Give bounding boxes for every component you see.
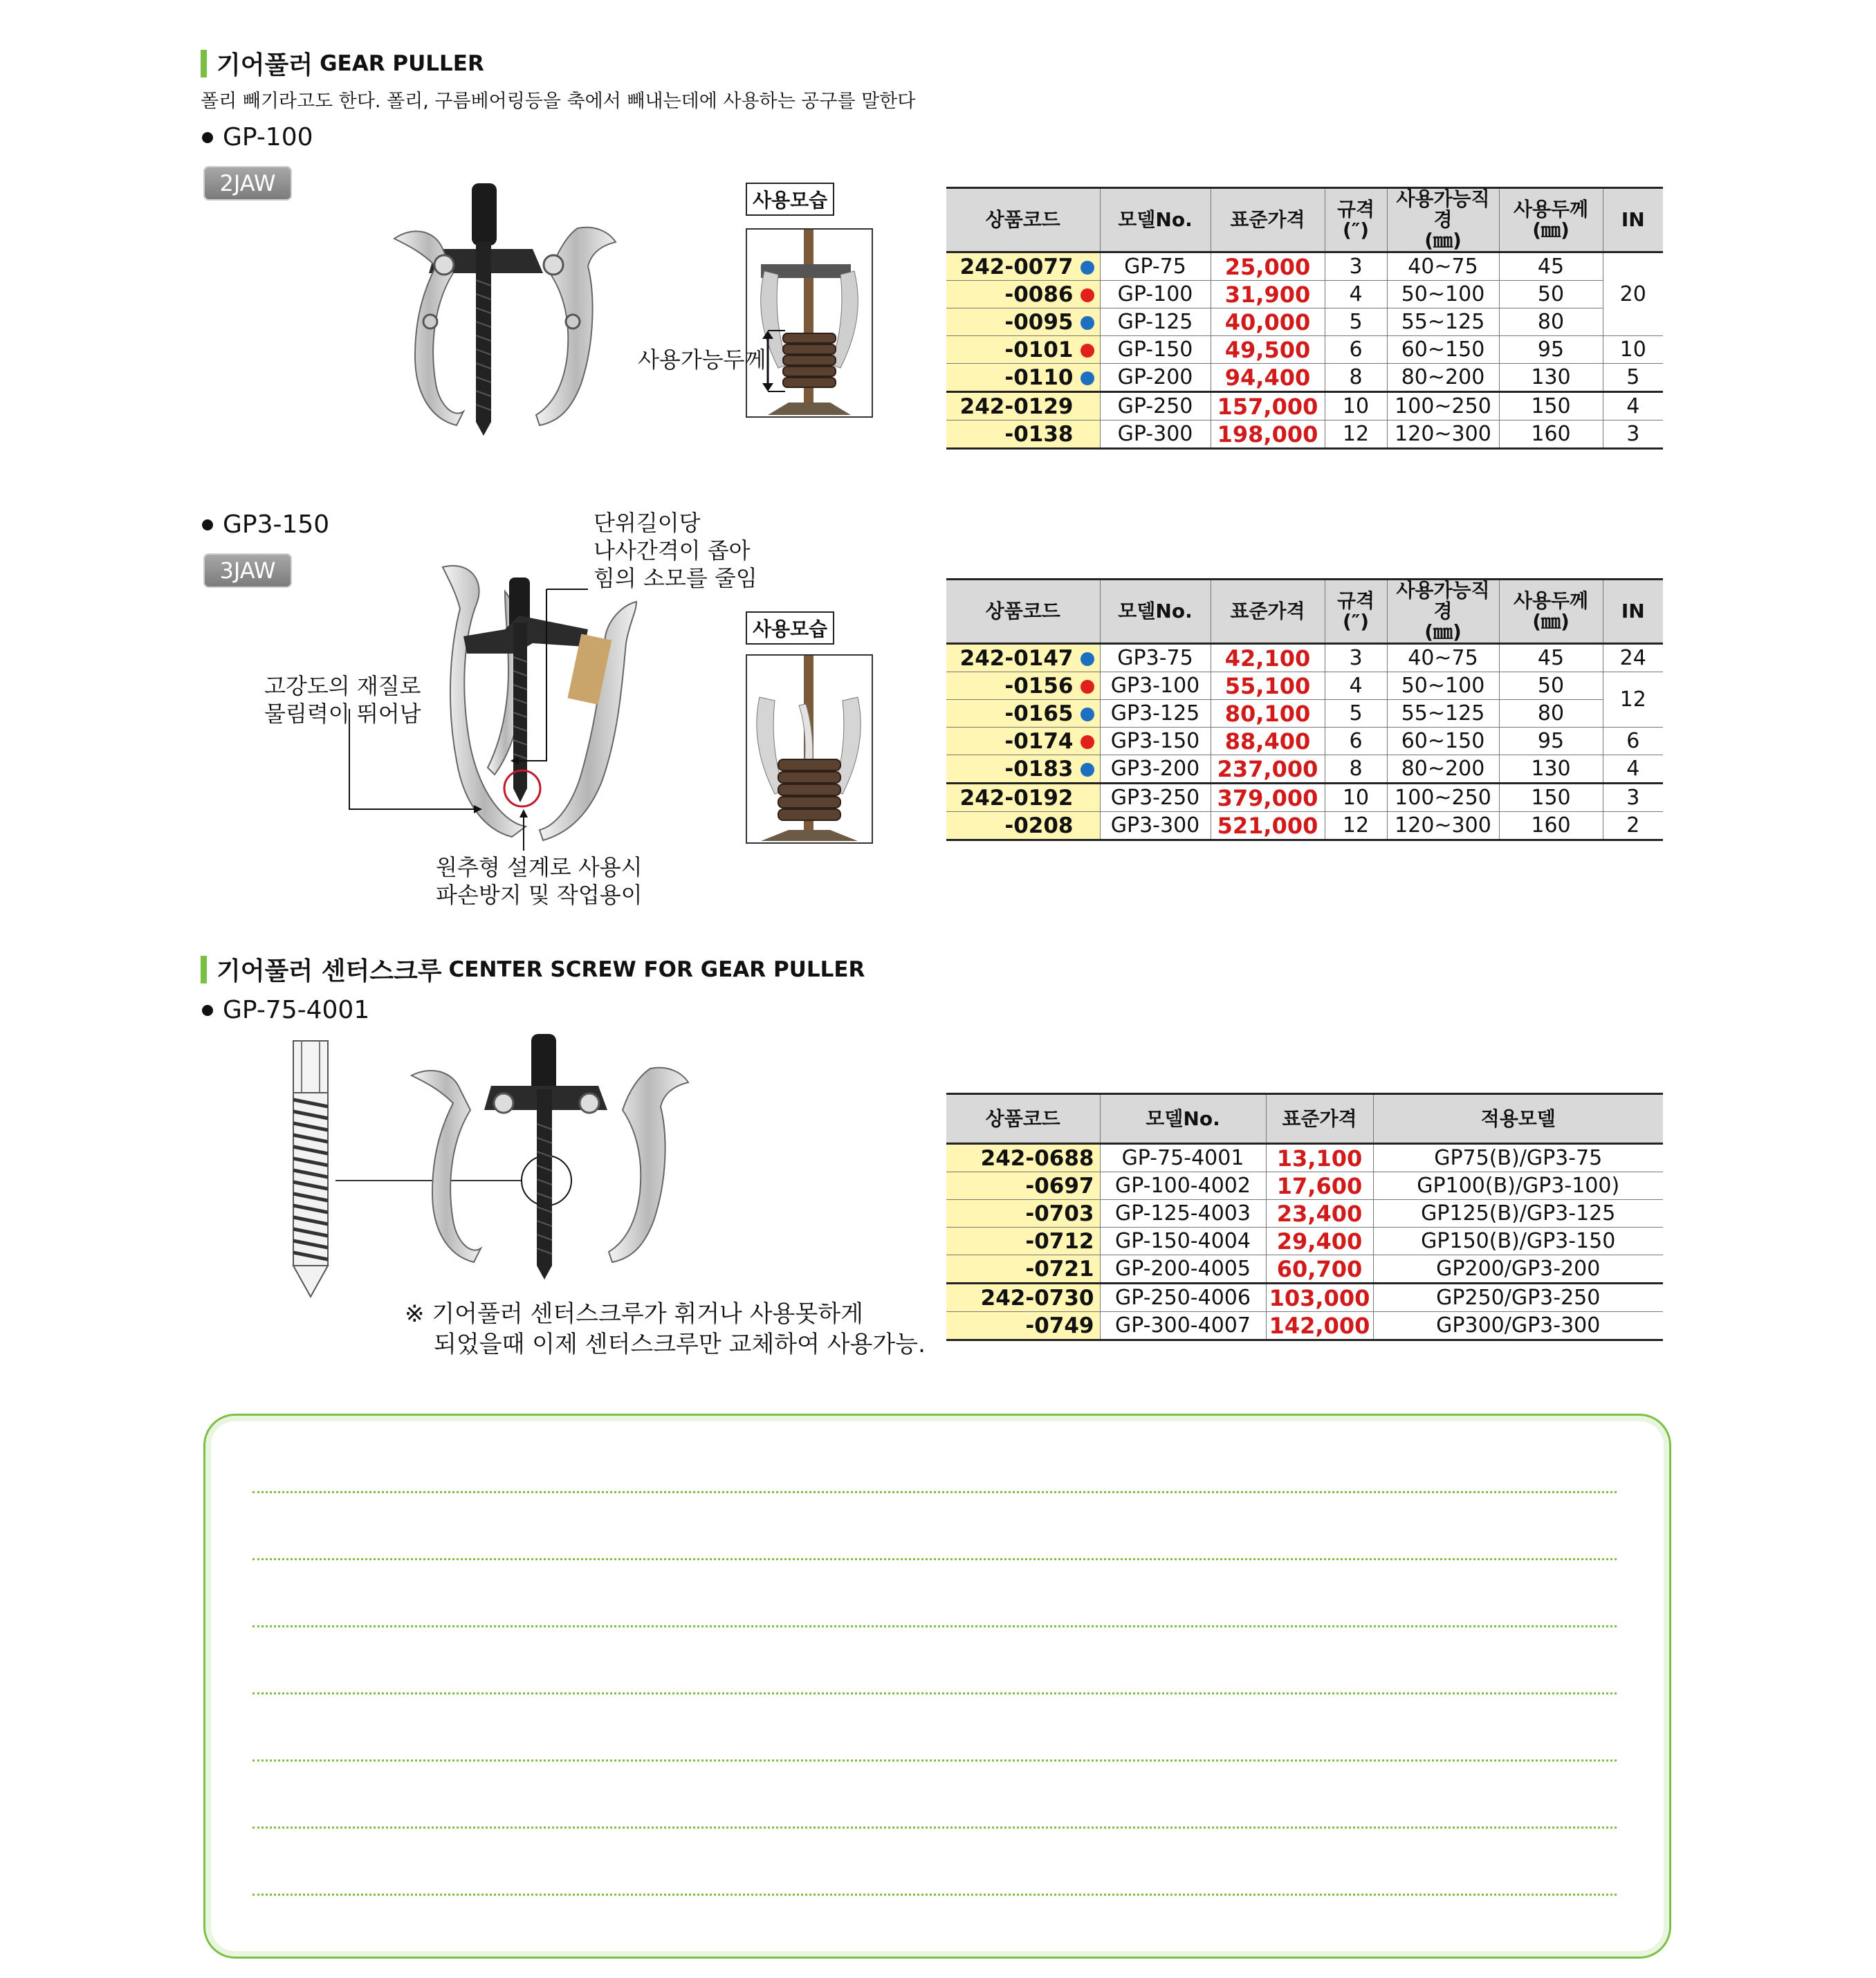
diameter-cell: 60~150 [1387,336,1499,364]
thickness-cell: 150 [1499,392,1603,420]
size-cell: 6 [1325,336,1387,364]
product-code: -0138 [1004,421,1074,447]
code-cell [946,252,1100,281]
blue-dot-icon [1080,652,1094,666]
product-code: 242-0192 [959,785,1074,811]
col-header-price: 표준가격 [1266,1094,1373,1144]
diameter-cell: 80~200 [1387,755,1499,784]
thickness-cell: 150 [1499,784,1603,812]
applies-cell: GP200/GP3-200 [1373,1255,1663,1284]
table-row [946,336,1663,364]
spec-table-gp100 [946,187,1663,450]
table-row [946,1284,1663,1312]
code-cell: -0749 [946,1312,1100,1340]
price-cell: 55,100 [1211,672,1325,700]
code-cell: -0721 [946,1255,1100,1284]
thickness-cell: 95 [1499,728,1603,755]
col-header-code: 상품코드 [946,188,1100,252]
applies-cell: GP250/GP3-250 [1373,1284,1663,1312]
in-cell: 24 [1603,644,1663,672]
col-header-in: IN [1603,188,1663,252]
table-row [946,1228,1663,1255]
price-cell: 198,000 [1211,420,1325,449]
model-cell: GP3-150 [1100,728,1211,755]
product-code: -0174 [1004,728,1074,754]
thickness-cell: 160 [1499,812,1603,840]
col-header-size: 규격 (″) [1325,580,1387,644]
thickness-cell: 95 [1499,336,1603,364]
model-cell: GP3-125 [1100,700,1211,728]
in-cell: 10 [1603,336,1663,364]
spec-table-gp3 [946,578,1663,841]
in-cell: 4 [1603,755,1663,784]
thickness-cell: 80 [1499,700,1603,728]
diameter-cell: 120~300 [1387,812,1499,840]
code-cell [946,420,1100,449]
model-cell: GP-100-4002 [1100,1172,1266,1200]
table-row [946,755,1663,784]
center-screw-image [284,1034,699,1311]
center-screw-note [405,1299,926,1360]
diameter-cell: 50~100 [1387,281,1499,308]
annotation-line: 힘의 소모를 줄임 [594,565,757,591]
product-code: -0165 [1004,701,1074,726]
section-description: 폴리 빼기라고도 한다. 폴리, 구름베어링등을 축에서 빼내는데에 사용하는 공구를 말한다 [201,91,916,112]
code-cell: 242-0730 [946,1284,1100,1312]
col-header-model: 모델No. [1100,188,1211,252]
code-cell [946,644,1100,672]
diameter-cell: 120~300 [1387,420,1499,449]
annotation-line: 물림력이 뛰어남 [264,701,421,727]
note-line: ※ 기어풀러 센터스크루가 휘거나 사용못하게 [405,1300,863,1328]
code-cell: 242-0688 [946,1144,1100,1172]
memo-line [252,1491,1617,1493]
size-cell: 4 [1325,672,1387,700]
model-cell: GP3-200 [1100,755,1211,784]
jaw-badge-3jaw: 3JAW [203,553,292,588]
code-cell [946,700,1100,728]
price-cell: 29,400 [1266,1228,1373,1255]
applies-cell: GP300/GP3-300 [1373,1312,1663,1340]
diameter-cell: 55~125 [1387,308,1499,336]
diameter-cell: 100~250 [1387,392,1499,420]
model-cell: GP-125-4003 [1100,1200,1266,1228]
size-cell: 6 [1325,728,1387,755]
model-cell: GP-150-4004 [1100,1228,1266,1255]
usage-photo-2jaw [746,228,873,418]
model-cell: GP-300-4007 [1100,1312,1266,1340]
code-cell [946,364,1100,392]
diameter-cell: 80~200 [1387,364,1499,392]
product-code: -0110 [1004,364,1074,390]
price-cell: 521,000 [1211,812,1325,840]
usage-illustration-2jaw [747,230,872,416]
section-title-gear-puller [201,46,484,81]
code-cell [946,755,1100,784]
table-header-row [946,580,1663,644]
usage-photo-3jaw [746,654,873,844]
code-cell [946,812,1100,840]
col-header-price: 표준가격 [1211,188,1325,252]
code-cell [946,281,1100,308]
table-row [946,364,1663,392]
model-heading-gp100 [202,123,313,151]
red-dot-icon [1080,288,1094,302]
code-cell: -0712 [946,1228,1100,1255]
model-heading-gp3-150 [202,510,329,539]
price-cell: 103,000 [1266,1284,1373,1312]
size-cell: 8 [1325,755,1387,784]
bullet-icon [202,519,213,530]
red-dot-icon [1080,735,1094,749]
model-cell: GP3-250 [1100,784,1211,812]
model-cell: GP-200 [1100,364,1211,392]
thickness-cell: 160 [1499,420,1603,449]
price-cell: 31,900 [1211,281,1325,308]
blue-dot-icon [1080,371,1094,385]
model-cell: GP-75 [1100,252,1211,281]
size-cell: 4 [1325,281,1387,308]
annotation-usable-thickness: 사용가능두께 [638,346,766,373]
price-cell: 142,000 [1266,1312,1373,1340]
model-cell: GP-125 [1100,308,1211,336]
model-cell: GP-100 [1100,281,1211,308]
col-header-model: 모델No. [1100,580,1211,644]
table-row [946,784,1663,812]
table-row [946,728,1663,755]
memo-line [252,1759,1617,1762]
code-cell [946,784,1100,812]
table-row [946,420,1663,449]
col-header-model: 모델No. [1100,1094,1266,1144]
model-cell: GP-300 [1100,420,1211,449]
col-header-size: 규격 (″) [1325,188,1387,252]
model-cell: GP3-100 [1100,672,1211,700]
annotation-line: 단위길이당 [594,510,701,536]
red-dot-icon [1080,344,1094,358]
diameter-cell: 40~75 [1387,644,1499,672]
size-cell: 10 [1325,784,1387,812]
section-title-ko: 기어풀러 센터스크루 [217,957,442,986]
table-row [946,1172,1663,1200]
in-cell: 5 [1603,364,1663,392]
usage-label-2jaw: 사용모습 [746,183,834,216]
model-cell: GP-250 [1100,392,1211,420]
col-header-price: 표준가격 [1211,580,1325,644]
size-cell: 5 [1325,308,1387,336]
in-cell: 3 [1603,420,1663,449]
jaw-badge-2jaw: 2JAW [203,166,292,201]
table-header-row [946,188,1663,252]
gear-puller-2jaw-image [387,183,643,439]
blue-dot-icon [1080,316,1094,330]
memo-line [252,1894,1617,1896]
table-row [946,281,1663,308]
diameter-cell: 50~100 [1387,672,1499,700]
code-cell: -0697 [946,1172,1100,1200]
annotation-line: 파손방지 및 작업용이 [436,882,643,908]
table-row [946,1312,1663,1340]
table-row [946,644,1663,672]
model-heading-gp-75-4001 [202,996,369,1024]
model-name: GP3-150 [223,510,330,539]
product-code: 242-0129 [959,394,1074,419]
table-row [946,672,1663,700]
price-cell: 94,400 [1211,364,1325,392]
code-cell [946,672,1100,700]
thickness-cell: 80 [1499,308,1603,336]
table-row [946,392,1663,420]
table-row [946,308,1663,336]
table-header-row [946,1094,1663,1144]
table-row [946,700,1663,728]
product-code: -0156 [1004,673,1074,699]
memo-line [252,1692,1617,1694]
usage-label-3jaw: 사용모습 [746,611,834,645]
spacer [1080,428,1094,442]
annotation-cone-design [436,853,643,909]
size-cell: 5 [1325,700,1387,728]
price-cell: 60,700 [1266,1255,1373,1284]
code-cell [946,728,1100,755]
spacer [1080,820,1094,833]
col-header-thickness: 사용두께 (㎜) [1499,580,1603,644]
table-row [946,252,1663,281]
section-title-center-screw [201,952,865,987]
table-row [946,1200,1663,1228]
col-header-diameter: 사용가능직경 (㎜) [1387,580,1499,644]
price-cell: 379,000 [1211,784,1325,812]
model-cell: GP3-75 [1100,644,1211,672]
product-code: -0101 [1004,337,1074,362]
usage-illustration-3jaw [747,656,872,842]
in-cell: 4 [1603,392,1663,420]
price-cell: 13,100 [1266,1144,1373,1172]
in-cell: 2 [1603,812,1663,840]
size-cell: 12 [1325,812,1387,840]
diameter-cell: 40~75 [1387,252,1499,281]
applies-cell: GP75(B)/GP3-75 [1373,1144,1663,1172]
price-cell: 157,000 [1211,392,1325,420]
model-name: GP-75-4001 [223,996,370,1024]
thickness-cell: 130 [1499,364,1603,392]
gear-puller-3jaw-image [346,553,733,858]
memo-line [252,1558,1617,1560]
bullet-icon [202,1005,213,1016]
applies-cell: GP100(B)/GP3-100) [1373,1172,1663,1200]
diameter-cell: 55~125 [1387,700,1499,728]
section-title-en: GEAR PULLER [320,50,484,76]
thickness-cell: 130 [1499,755,1603,784]
bullet-icon [202,132,213,143]
in-cell: 6 [1603,728,1663,755]
diameter-cell: 100~250 [1387,784,1499,812]
diameter-cell: 60~150 [1387,728,1499,755]
memo-line [252,1827,1617,1829]
model-cell: GP-200-4005 [1100,1255,1266,1284]
applies-cell: GP150(B)/GP3-150 [1373,1228,1663,1255]
blue-dot-icon [1080,261,1094,275]
applies-cell: GP125(B)/GP3-125 [1373,1200,1663,1228]
col-header-code: 상품코드 [946,580,1100,644]
size-cell: 12 [1325,420,1387,449]
code-cell: -0703 [946,1200,1100,1228]
spec-table-center-screw [946,1093,1663,1341]
table-row [946,1144,1663,1172]
price-cell: 23,400 [1266,1200,1373,1228]
price-cell: 17,600 [1266,1172,1373,1200]
price-cell: 49,500 [1211,336,1325,364]
annotation-line: 고강도의 재질로 [264,673,421,699]
spacer [1080,400,1094,414]
in-cell: 3 [1603,784,1663,812]
size-cell: 3 [1325,252,1387,281]
col-header-code: 상품코드 [946,1094,1100,1144]
price-cell: 80,100 [1211,700,1325,728]
section-accent-bar [201,50,207,77]
model-cell: GP-150 [1100,336,1211,364]
price-cell: 40,000 [1211,308,1325,336]
spacer [1080,792,1094,806]
price-cell: 42,100 [1211,644,1325,672]
code-cell [946,392,1100,420]
in-cell: 20 [1603,252,1663,336]
product-code: -0095 [1004,309,1074,335]
thickness-cell: 50 [1499,672,1603,700]
price-cell: 237,000 [1211,755,1325,784]
memo-line [252,1625,1617,1627]
annotation-line: 원추형 설계로 사용시 [436,854,643,880]
code-cell [946,308,1100,336]
red-dot-icon [1080,680,1094,694]
memo-frame [203,1414,1671,1959]
col-header-diameter: 사용가능직경 (㎜) [1387,188,1499,252]
size-cell: 3 [1325,644,1387,672]
note-line: 되었을때 이제 센터스크루만 교체하여 사용가능. [434,1331,926,1358]
price-cell: 88,400 [1211,728,1325,755]
section-accent-bar [201,956,207,983]
annotation-line: 나사간격이 좁아 [594,537,751,564]
in-cell: 12 [1603,672,1663,728]
blue-dot-icon [1080,708,1094,721]
product-code: -0086 [1004,281,1074,307]
size-cell: 10 [1325,392,1387,420]
product-code: 242-0077 [959,254,1074,279]
col-header-thickness: 사용두께 (㎜) [1499,188,1603,252]
model-cell: GP3-300 [1100,812,1211,840]
blue-dot-icon [1080,763,1094,777]
product-code: -0183 [1004,756,1074,782]
thickness-cell: 50 [1499,281,1603,308]
section-title-ko: 기어풀러 [217,51,313,80]
table-row [946,812,1663,840]
model-cell: GP-75-4001 [1100,1144,1266,1172]
code-cell [946,336,1100,364]
model-cell: GP-250-4006 [1100,1284,1266,1312]
size-cell: 8 [1325,364,1387,392]
model-name: GP-100 [223,123,313,151]
price-cell: 25,000 [1211,252,1325,281]
thickness-cell: 45 [1499,644,1603,672]
product-code: -0208 [1004,813,1074,838]
thickness-cell: 45 [1499,252,1603,281]
col-header-in: IN [1603,580,1663,644]
table-row [946,1255,1663,1284]
section-title-en: CENTER SCREW FOR GEAR PULLER [448,956,865,982]
product-code: 242-0147 [959,645,1074,671]
col-header-applies: 적용모델 [1373,1094,1663,1144]
